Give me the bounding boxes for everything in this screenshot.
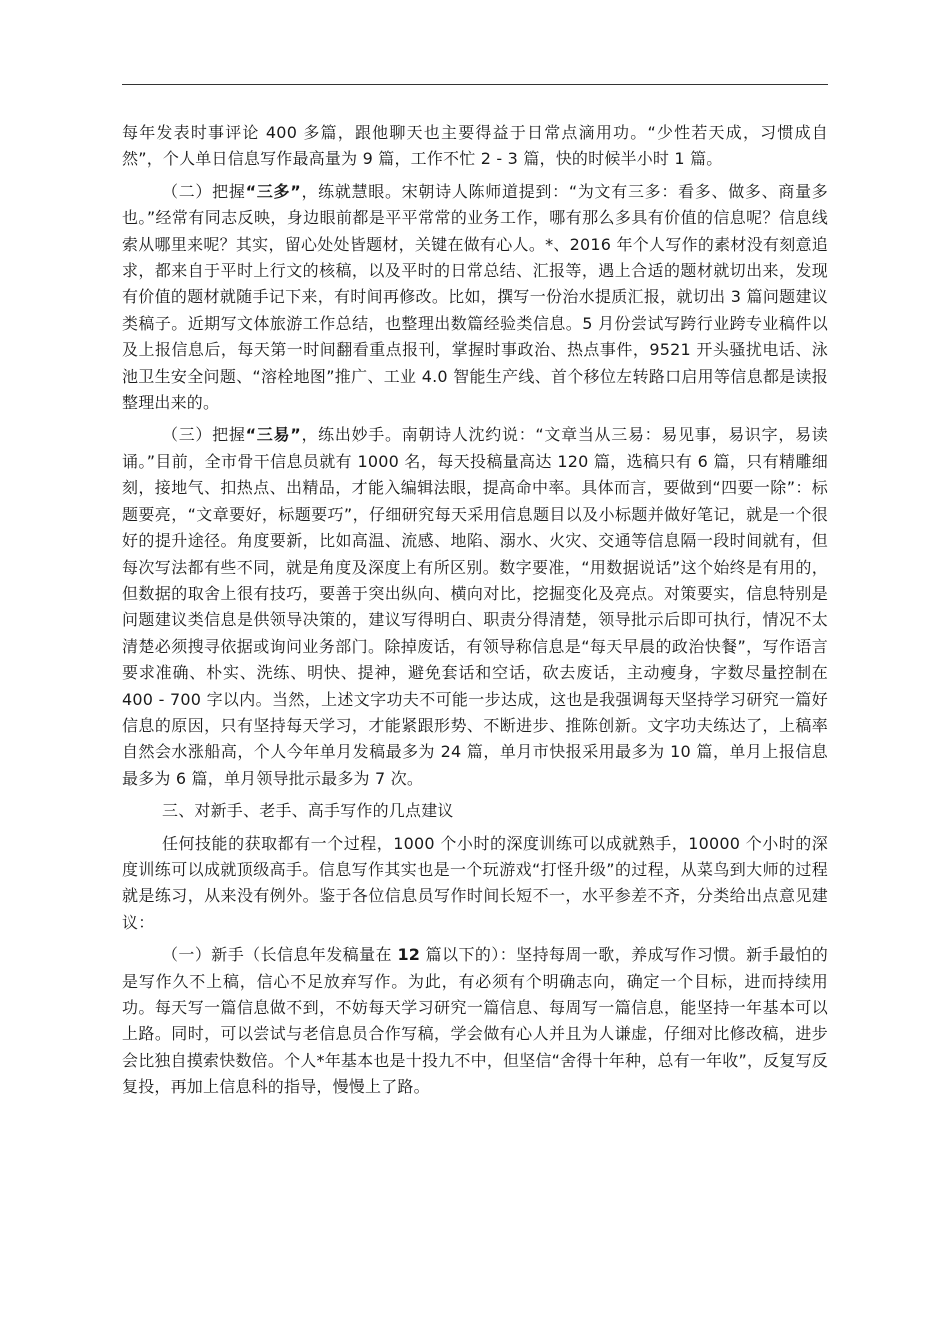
text-run: 任何技能的获取都有一个过程，1000 个小时的深度训练可以成就熟手，10000 个小时的深度训练可以成就顶级高手。信息写作其实也是一个玩游戏“打怪升级”的过程，从菜鸟到大师的过程就是练习，从来没有例外。鉴于各位信息员写作时间长短不一，水平参差不齐，分类给出点意见建议： — [122, 833, 828, 932]
text-run: （二）把握 — [162, 181, 246, 201]
paragraph-2 — [122, 179, 828, 417]
bold-number: 12 — [397, 945, 421, 965]
heading-text: 三、对新手、老手、高手写作的几点建议 — [162, 801, 454, 821]
paragraph-3 — [122, 422, 828, 792]
text-run: （三）把握 — [162, 425, 246, 445]
text-run: （一）新手（长信息年发稿量在 — [162, 945, 398, 965]
bold-term: “三易” — [245, 425, 301, 445]
header-rule — [122, 84, 828, 85]
section-heading — [122, 798, 828, 824]
text-run: 每年发表时事评论 400 多篇，跟他聊天也主要得益于日常点滴用功。“少性若天成，习惯成自然”，个人单日信息写作最高量为 9 篇，工作不忙 2 - 3 篇，快的时候半小时 1 篇。 — [122, 123, 828, 169]
paragraph-5 — [122, 831, 828, 937]
paragraph-1 — [122, 120, 828, 173]
paragraph-6 — [122, 942, 828, 1100]
text-run: ，练出妙手。南朝诗人沈约说：“文章当从三易：易见事，易识字，易读诵。”目前，全市骨干信息员就有 1000 名，每天投稿量高达 120 篇，选稿只有 6 篇，只有精雕细刻，接地气、扣热点、出精品，才能入编辑法眼，提高命中率。具体而言，要做到“四要一除”：标题要亮，“文章要好，标题要巧”，仔细研究每天采用信息题目以及小标题并做好笔记，就是一个很好的提升途径。角度要新，比如高温、流感、地陷、溺水、火灾、交通等信息隔一段时间就有，但每次写法都有些不同，就是角度及深度上有所区别。数字要准，“用数据说话”这个始终是有用的，但数据的取舍上很有技巧，要善于突出纵向、横向对比，挖掘变化及亮点。对策要实，信息特别是问题建议类信息是供领导决策的，建议写得明白、职责分得清楚，领导批示后即可执行，情况不太清楚必须搜寻依据或询问业务部门。除掉废话，有领导称信息是“每天早晨的政治快餐”，写作语言要求准确、朴实、洗练、明快、提神，避免套话和空话，砍去废话，主动瘦身，字数尽量控制在 400 - 700 字以内。当然，上述文字功夫不可能一步达成，这也是我强调每天坚持学习研究一篇好信息的原因，只有坚持每天学习，才能紧跟形势、不断进步、推陈创新。文字功夫练达了，上稿率自然会水涨船高，个人今年单月发稿最多为 24 篇，单月市快报采用最多为 10 篇，单月上报信息最多为 6 篇，单月领导批示最多为 7 次。 — [122, 425, 828, 788]
document-body — [122, 120, 828, 1107]
text-run: ，练就慧眼。宋朝诗人陈师道提到：“为文有三多：看多、做多、商量多也。”经常有同志反映，身边眼前都是平平常常的业务工作，哪有那么多具有价值的信息呢？信息线索从哪里来呢？其实，留心处处皆题材，关键在做有心人。*、2016 年个人写作的素材没有刻意追求，都来自于平时上行文的核稿，以及平时的日常总结、汇报等，遇上合适的题材就切出来，发现有价值的题材就随手记下来，有时间再修改。比如，撰写一份治水提质汇报，就切出 3 篇问题建议类稿子。近期写文体旅游工作总结，也整理出数篇经验类信息。5 月份尝试写跨行业跨专业稿件以及上报信息后，每天第一时间翻看重点报刊，掌握时事政治、热点事件，9521 开头骚扰电话、泳池卫生安全问题、“溶栓地图”推广、工业 4.0 智能生产线、首个移位左转路口启用等信息都是读报整理出来的。 — [122, 181, 828, 413]
bold-term: “三多” — [245, 181, 301, 201]
text-run: 篇以下的）：坚持每周一歌，养成写作习惯。新手最怕的是写作久不上稿，信心不足放弃写作。为此，有必须有个明确志向，确定一个目标，进而持续用功。每天写一篇信息做不到，不妨每天学习研究一篇信息、每周写一篇信息，能坚持一年基本可以上路。同时，可以尝试与老信息员合作写稿，学会做有心人并且为人谦虚，仔细对比修改稿，进步会比独自摸索快数倍。个人*年基本也是十投九不中，但坚信“舍得十年种，总有一年收”，反复写反复投，再加上信息科的指导，慢慢上了路。 — [122, 945, 828, 1097]
